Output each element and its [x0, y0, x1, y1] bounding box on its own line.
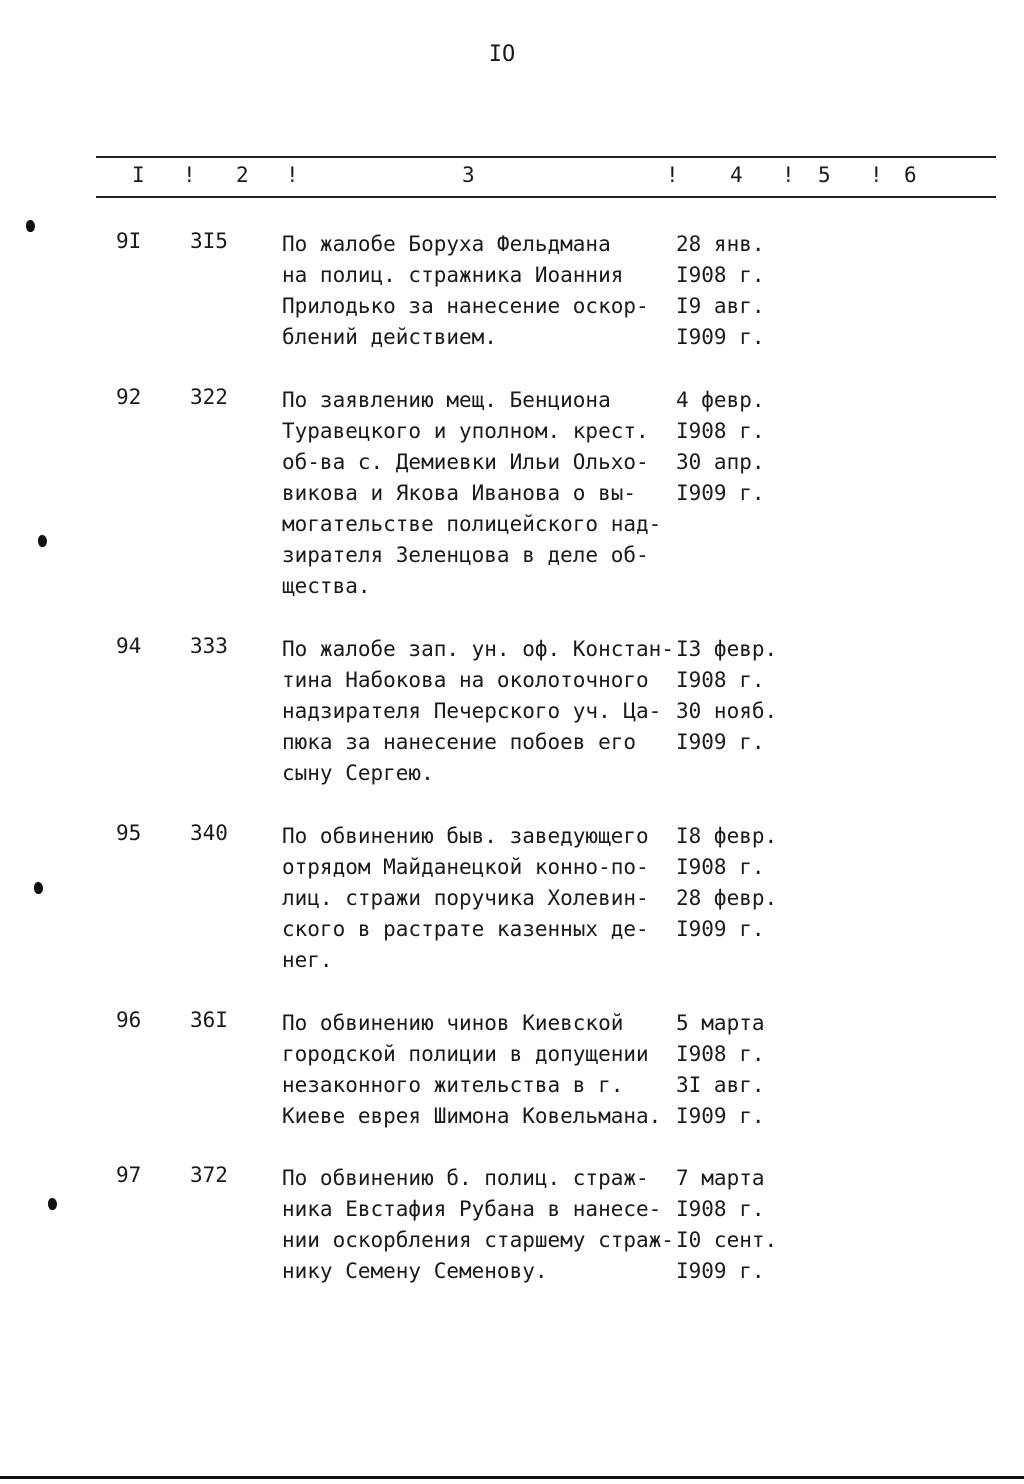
description-line: лиц. стражи поручика Холевин-	[282, 886, 649, 910]
date-line: I8 февр.	[676, 824, 778, 848]
description-line: зирателя Зеленцова в деле об-	[282, 543, 649, 567]
case-number: 340	[190, 821, 228, 845]
entry-number: 92	[116, 385, 142, 409]
date-line: I908 г.	[676, 263, 765, 287]
date-line: 30 апр.	[676, 450, 765, 474]
punch-hole-mark	[34, 882, 43, 894]
date-line: 5 марта	[676, 1011, 765, 1035]
entry-description	[282, 385, 677, 602]
date-line: I909 г.	[676, 481, 765, 505]
column-header-6: 6	[904, 163, 917, 187]
column-separator: !	[183, 163, 196, 187]
date-line: I908 г.	[676, 419, 765, 443]
description-line: отрядом Майданецкой конно-по-	[282, 855, 649, 879]
date-line: I909 г.	[676, 730, 765, 754]
column-header-1: I	[132, 163, 145, 187]
column-header-4: 4	[730, 163, 743, 187]
description-line: ника Евстафия Рубана в нанесе-	[282, 1197, 662, 1221]
entry-dates	[676, 385, 826, 509]
description-line: блений действием.	[282, 325, 497, 349]
case-number: 322	[190, 385, 228, 409]
description-line: надзирателя Печерского уч. Ца-	[282, 699, 662, 723]
entry-dates	[676, 634, 826, 758]
punch-hole-mark	[38, 535, 47, 547]
description-line: пюка за нанесение побоев его	[282, 730, 637, 754]
page-bottom-edge	[0, 1476, 1024, 1479]
entry-description	[282, 1163, 677, 1287]
description-line: нии оскорбления старшему страж-	[282, 1228, 674, 1252]
case-number: 3I5	[190, 229, 228, 253]
column-separator: !	[286, 163, 299, 187]
date-line: 30 нояб.	[676, 699, 778, 723]
date-line: 7 марта	[676, 1166, 765, 1190]
description-line: По жалобе зап. ун. оф. Констан-	[282, 637, 674, 661]
header-rule-bottom	[96, 196, 996, 198]
description-line: нег.	[282, 948, 333, 972]
column-separator: !	[666, 163, 679, 187]
column-header-5: 5	[818, 163, 831, 187]
date-line: 3I авг.	[676, 1073, 765, 1097]
description-line: об-ва с. Демиевки Ильи Ольхо-	[282, 450, 649, 474]
date-line: 4 февр.	[676, 388, 765, 412]
entry-dates	[676, 821, 826, 945]
entry-dates	[676, 1163, 826, 1287]
date-line: I909 г.	[676, 325, 765, 349]
date-line: I909 г.	[676, 917, 765, 941]
case-number: 372	[190, 1163, 228, 1187]
description-line: могательстве полицейского над-	[282, 512, 662, 536]
entry-number: 94	[116, 634, 142, 658]
column-separator: !	[870, 163, 883, 187]
description-line: По обвинению б. полиц. страж-	[282, 1166, 649, 1190]
punch-hole-mark	[48, 1198, 57, 1210]
column-separator: !	[782, 163, 795, 187]
description-line: Киеве еврея Шимона Ковельмана.	[282, 1104, 662, 1128]
entry-number: 9I	[116, 229, 142, 253]
date-line: 28 янв.	[676, 232, 765, 256]
description-line: городской полиции в допущении	[282, 1042, 649, 1066]
entry-number: 97	[116, 1163, 142, 1187]
description-line: Туравецкого и уполном. крест.	[282, 419, 649, 443]
description-line: викова и Якова Иванова о вы-	[282, 481, 637, 505]
entry-dates	[676, 229, 826, 353]
column-header-2: 2	[236, 163, 249, 187]
entry-description	[282, 229, 677, 353]
description-line: По обвинению быв. заведующего	[282, 824, 649, 848]
column-header-row	[0, 163, 1024, 191]
description-line: По обвинению чинов Киевской	[282, 1011, 624, 1035]
date-line: I909 г.	[676, 1104, 765, 1128]
description-line: Прилодько за нанесение оскор-	[282, 294, 649, 318]
entry-number: 95	[116, 821, 142, 845]
description-line: По жалобе Боруха Фельдмана	[282, 232, 611, 256]
description-line: незаконного жительства в г.	[282, 1073, 624, 1097]
punch-hole-mark	[26, 220, 35, 232]
description-line: тина Набокова на околоточного	[282, 668, 649, 692]
entry-number: 96	[116, 1008, 142, 1032]
date-line: 28 февр.	[676, 886, 778, 910]
date-line: I908 г.	[676, 1197, 765, 1221]
case-number: 333	[190, 634, 228, 658]
description-line: нику Семену Семенову.	[282, 1259, 548, 1283]
entry-description	[282, 634, 677, 789]
date-line: I908 г.	[676, 668, 765, 692]
date-line: I9 авг.	[676, 294, 765, 318]
description-line: ского в растрате казенных де-	[282, 917, 649, 941]
date-line: I908 г.	[676, 855, 765, 879]
entry-dates	[676, 1008, 826, 1132]
column-header-3: 3	[462, 163, 475, 187]
case-number: 36I	[190, 1008, 228, 1032]
page-number: IO	[488, 42, 516, 67]
description-line: щества.	[282, 574, 371, 598]
date-line: I909 г.	[676, 1259, 765, 1283]
description-line: По заявлению мещ. Бенциона	[282, 388, 611, 412]
description-line: на полиц. стражника Иоанния	[282, 263, 624, 287]
entry-description	[282, 1008, 677, 1132]
description-line: сыну Сергею.	[282, 761, 434, 785]
entry-description	[282, 821, 677, 976]
date-line: I0 сент.	[676, 1228, 778, 1252]
date-line: I3 февр.	[676, 637, 778, 661]
header-rule-top	[96, 156, 996, 158]
date-line: I908 г.	[676, 1042, 765, 1066]
